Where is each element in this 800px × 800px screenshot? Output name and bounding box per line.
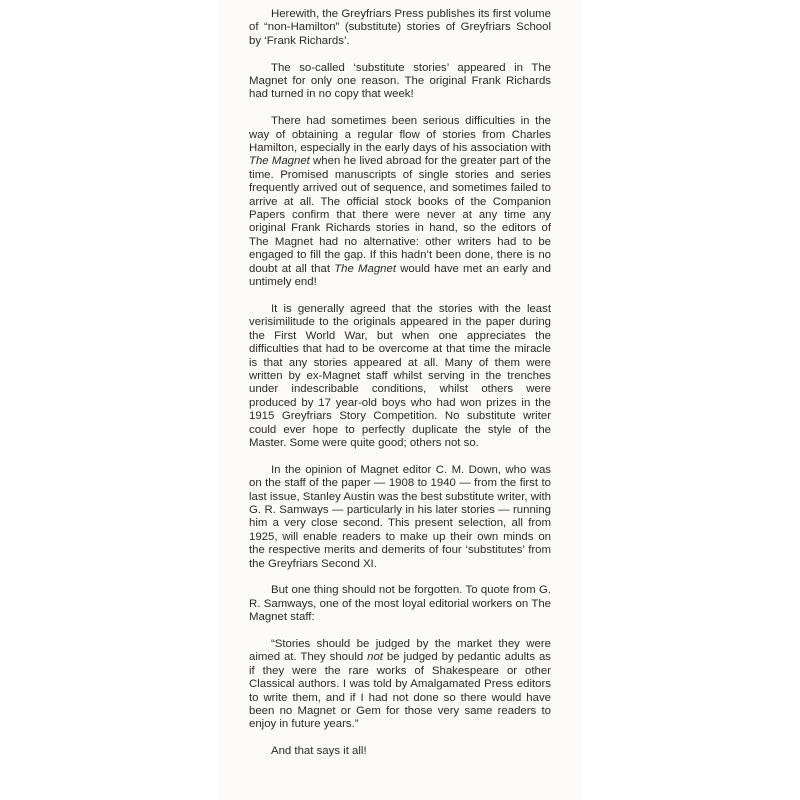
paragraph-3-text-a: There had sometimes been serious difficulties in the way of obtaining a regular flow of stories from Charles Hamilton, especially in the early days of his association with [249, 115, 551, 155]
paragraph-1: Herewith, the Greyfriars Press publishes its first volume of “non-Hamilton” (substitute) stories of Greyfriars School by ‘Frank Richards’. [249, 8, 551, 47]
paragraph-3-text-c: when he lived abroad for the greater part of the time. Promised manuscripts of single stories and series frequently arrived out of sequence, and sometimes failed to arrive at all. The official stock books of the Companion Papers confirm that there were never at any time any original Frank Richards stories in hand, so the editors of The Magnet had no alternative: other writers had to be engaged to fill the gap. If this hadn’t been done, there is no doubt at all that [249, 155, 551, 275]
magnet-title-italic: The Magnet [334, 262, 397, 275]
quotation-text-c: be judged by pedantic adults as if they were the rare works of Shakespeare or other Classical authors. I was told by Amalgamated Press editors to write them, and if I had not done so there would have been no Magnet or Gem for those very same readers to enjoy in future years.” [249, 651, 551, 731]
paragraph-6: But one thing should not be forgotten. To quote from G. R. Samways, one of the most loyal editorial workers on The Magnet staff: [249, 584, 551, 624]
quotation-emphasis: not [367, 651, 383, 664]
paragraph-4: It is generally agreed that the stories with the least verisimilitude to the originals appeared in the paper during the First World War, but when one appreciates the difficulties that had to be overcome at that time the miracle is that any stories appeared at all. Many of them were written by ex-Magnet staff whilst serving in the trenches under indescribable conditions, whilst others were produced by 17 year-old boys who had won prizes in the 1915 Greyfriars Story Competition. No substitute writer could ever hope to perfectly duplicate the style of the Master. Some were quite good; others not so. [249, 302, 551, 449]
document-body [249, 8, 551, 759]
quotation-text-a: “Stories should be judged by the market they were aimed at. They should [249, 638, 551, 664]
paragraph-3-text-e: would have met an early and untimely end! [249, 262, 551, 289]
paragraph-2: The so-called ‘substitute stories’ appeared in The Magnet for only one reason. The original Frank Richards had turned in no copy that week! [249, 61, 551, 101]
document-page [218, 0, 582, 800]
closing-line: And that says it all! [271, 745, 367, 758]
quotation [249, 638, 551, 732]
magnet-title-italic: The Magnet [249, 155, 310, 168]
paragraph-3 [249, 115, 551, 289]
paragraph-5: In the opinion of Magnet editor C. M. Down, who was on the staff of the paper — 1908 to 1940 — from the first to last issue, Stanley Austin was the best substitute writer, with G. R. Samways — particularly in his later stories — running him a very close second. This present selection, all from 1925, will enable readers to make up their own minds on the respective merits and demerits of four ‘substitutes’ from the Greyfriars Second XI. [249, 463, 551, 570]
